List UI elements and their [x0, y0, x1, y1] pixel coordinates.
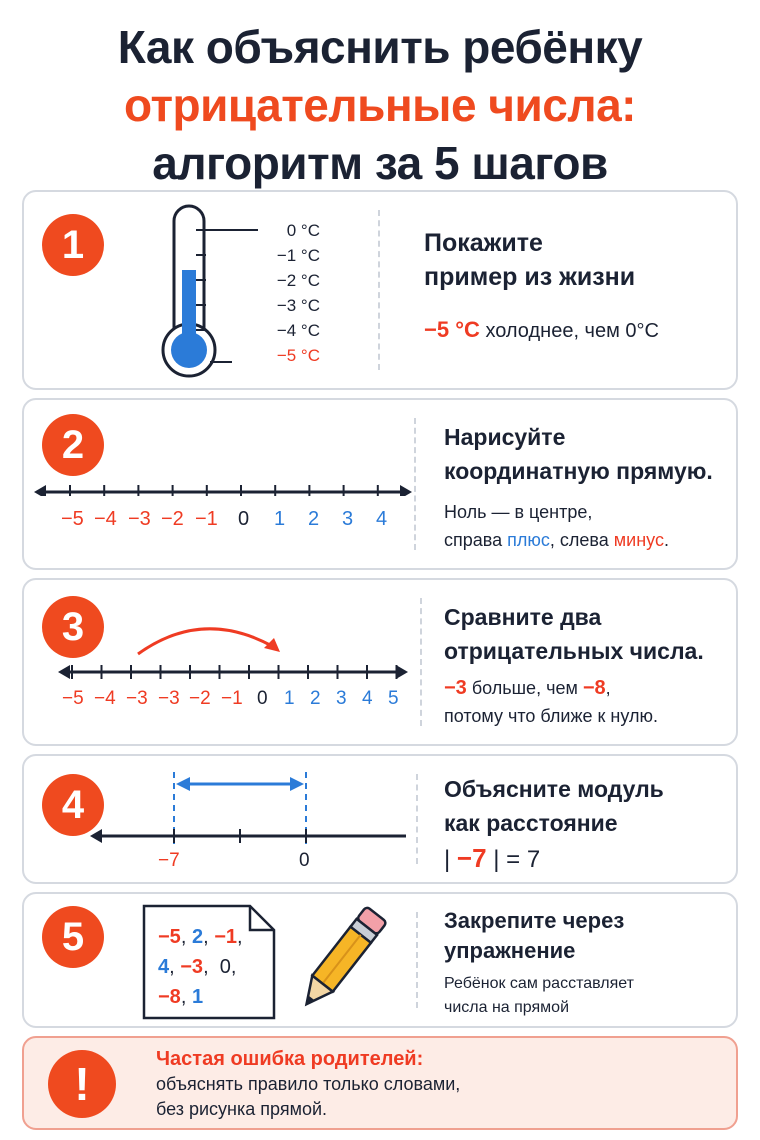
step-3-badge: 3 [42, 596, 104, 658]
warning-text [156, 1046, 460, 1122]
temp-label: −3 °C [276, 296, 320, 315]
step-5-badge: 5 [42, 906, 104, 968]
step-5-heading [444, 906, 624, 966]
value-a: −3 [444, 677, 467, 699]
worksheet-separator: , [180, 986, 192, 1008]
axis-label: 4 [362, 688, 373, 709]
step-5-divider [416, 912, 418, 1008]
page-title [0, 18, 760, 192]
worksheet-numbers [158, 922, 270, 1012]
worksheet-number: 4 [158, 956, 170, 978]
axis-label-zero: 0 [299, 850, 310, 871]
worksheet-line-2 [158, 952, 270, 982]
step-3-text-line-1 [444, 674, 658, 702]
step-3-heading [444, 600, 704, 668]
formula-open: | [444, 846, 457, 873]
step-3-divider [420, 598, 422, 726]
temp-label: 0 °C [286, 221, 320, 240]
formula-close: | = 7 [486, 846, 541, 873]
step-1-heading-line-2: пример из жизни [424, 263, 636, 291]
step-1-heading [424, 226, 635, 294]
axis-label: −2 [189, 688, 211, 709]
step-4-divider [416, 774, 418, 864]
step-2-text-b: , слева [549, 530, 614, 550]
axis-label: 3 [336, 688, 347, 709]
axis-label: −1 [221, 688, 243, 709]
worksheet-number: −5 [158, 926, 181, 948]
worksheet-separator: , [203, 926, 215, 948]
step-2-heading-line-1: Нарисуйте [444, 424, 566, 450]
step-5-card [22, 892, 738, 1028]
axis-label: −3 [126, 688, 148, 709]
step-1-text-rest: холоднее, чем 0°C [479, 320, 659, 342]
step-1-card [22, 190, 738, 390]
step-3-text-line-2: потому что ближе к нулю. [444, 706, 658, 726]
step-4-badge: 4 [42, 774, 104, 836]
step-5-text [444, 972, 634, 1020]
title-line-3: алгоритм за 5 шагов [152, 137, 608, 189]
number-line-2-labels [24, 508, 404, 538]
axis-label: −2 [161, 508, 184, 530]
step-3-text-end: , [605, 678, 611, 698]
formula-value: −7 [456, 843, 487, 873]
step-1-divider [378, 210, 380, 370]
axis-label: 0 [257, 688, 268, 709]
axis-label: −3 [128, 508, 151, 530]
step-5-heading-line-1: Закрепите через [444, 908, 625, 933]
step-3-text-mid: больше, чем [466, 678, 583, 698]
step-2-text-line-2 [444, 526, 669, 554]
axis-label: −4 [94, 688, 116, 709]
worksheet-separator: , [230, 956, 237, 978]
distance-diagram [88, 766, 428, 854]
thermometer-scale [264, 218, 320, 368]
title-line-1: Как объяснить ребёнку [117, 21, 643, 73]
worksheet-number: 1 [191, 986, 204, 1008]
axis-label: 2 [308, 508, 320, 530]
step-2-card [22, 398, 738, 570]
modulus-formula [444, 844, 540, 874]
number-line-3 [58, 662, 410, 682]
axis-label: 1 [284, 688, 295, 709]
axis-label: −4 [94, 508, 117, 530]
step-3-heading-line-1: Сравните два [444, 604, 602, 630]
step-1-temp-highlight: −5 °C [424, 317, 480, 342]
number-line-3-labels [24, 688, 414, 718]
warning-line-2: без рисунка прямой. [156, 1099, 328, 1119]
step-4-heading-line-2: как расстояние [444, 810, 618, 836]
step-4-heading [444, 772, 664, 840]
step-3-text [444, 674, 658, 730]
warning-line-1: объяснять правило только словами, [156, 1074, 461, 1094]
value-b: −8 [582, 677, 606, 699]
axis-label: −5 [61, 508, 84, 530]
step-1-heading-line-1: Покажите [424, 229, 543, 257]
axis-label-minus-seven: −7 [158, 850, 180, 871]
temp-label: −4 °C [276, 321, 320, 340]
number-line-2 [34, 476, 414, 496]
worksheet-line-3 [158, 982, 270, 1012]
worksheet-separator: , [180, 926, 192, 948]
step-4-card [22, 754, 738, 884]
step-2-heading [444, 420, 713, 488]
temp-label: −5 °C [276, 346, 320, 365]
step-1-badge: 1 [42, 214, 104, 276]
axis-label: 0 [238, 508, 250, 530]
axis-label: 2 [310, 688, 321, 709]
axis-label: −5 [62, 688, 84, 709]
step-5-text-line-1: Ребёнок сам расставляет [444, 975, 634, 992]
step-2-text [444, 498, 669, 554]
worksheet-line-1 [158, 922, 270, 952]
step-5-heading-line-2: упражнение [444, 938, 576, 963]
axis-label: 3 [342, 508, 354, 530]
axis-label: 5 [388, 688, 399, 709]
step-2-badge: 2 [42, 414, 104, 476]
step-3-heading-line-2: отрицательных числа. [444, 638, 704, 664]
axis-label: 4 [376, 508, 388, 530]
temp-label: −1 °C [276, 246, 320, 265]
step-2-text-line-1: Ноль — в центре, [444, 502, 593, 522]
warning-heading: Частая ошибка родителей: [156, 1048, 424, 1070]
step-1-text [424, 316, 659, 345]
step-2-heading-line-2: координатную прямую. [444, 458, 713, 484]
step-4-heading-line-1: Объясните модуль [444, 776, 664, 802]
temp-label: −2 °C [276, 271, 320, 290]
worksheet-number: −3 [180, 956, 204, 978]
warning-box [22, 1036, 738, 1130]
worksheet-number: −1 [214, 926, 237, 948]
minus-word: минус [613, 530, 664, 550]
plus-word: плюс [507, 530, 550, 550]
comparison-arrow-icon [132, 614, 292, 658]
worksheet-separator: , [203, 956, 220, 978]
axis-label: −1 [195, 508, 218, 530]
worksheet-number: 2 [191, 926, 204, 948]
axis-label: −3 [158, 688, 180, 709]
axis-label: 1 [274, 508, 286, 530]
worksheet-number: −8 [158, 986, 181, 1008]
worksheet-separator: , [237, 926, 243, 948]
pencil-icon [286, 900, 396, 1020]
worksheet-separator: , [169, 956, 181, 978]
step-2-text-a: справа [444, 530, 508, 550]
step-2-text-c: . [663, 530, 669, 550]
exclamation-icon: ! [48, 1050, 116, 1118]
title-line-2: отрицательные числа: [123, 79, 636, 131]
step-2-divider [414, 418, 416, 550]
step-5-text-line-2: числа на прямой [444, 999, 570, 1016]
worksheet-number: 0 [219, 956, 231, 978]
step-3-card [22, 578, 738, 746]
